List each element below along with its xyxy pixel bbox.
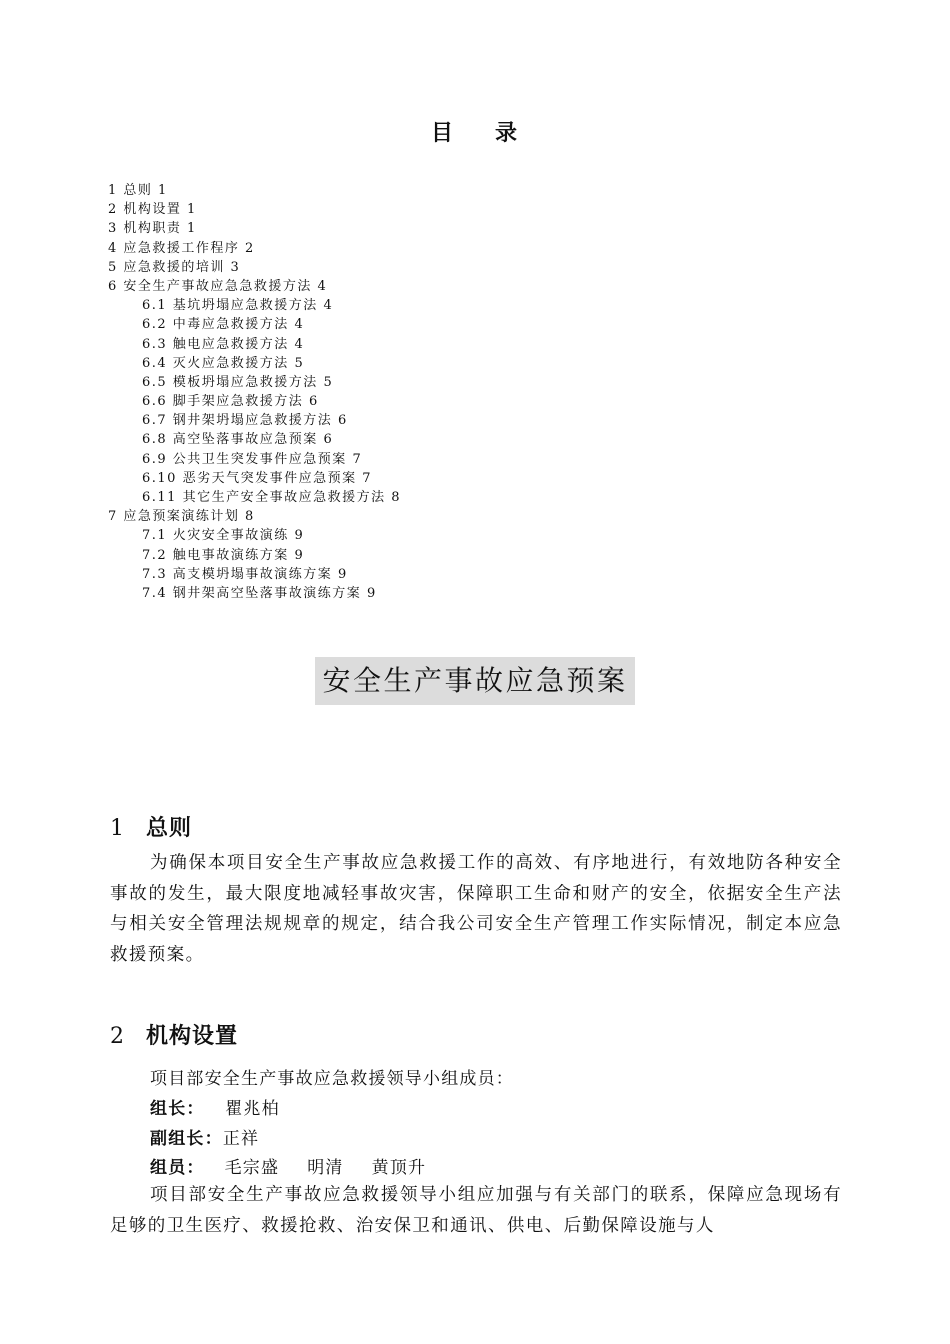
deputy-name: 正祥 <box>222 1129 260 1149</box>
leader-label: 组长： <box>150 1099 205 1119</box>
leader-row <box>150 1094 280 1119</box>
member-name: 黄顶升 <box>371 1158 427 1178</box>
section-2-body: 项目部安全生产事故应急救援领导小组应加强与有关部门的联系，保障应急现场有足够的卫生医疗、救援抢救、治安保卫和通讯、供电、后勤保障设施与人 <box>110 1185 842 1236</box>
toc-entry: 1 总则 1 <box>108 183 168 198</box>
deputy-row <box>150 1124 259 1149</box>
toc-heading-char-1: 目 <box>430 120 455 146</box>
toc-entry: 7.3 高支模坍塌事故演练方案 9 <box>142 566 348 582</box>
toc-entry: 4 应急救援工作程序 2 <box>108 240 255 256</box>
toc-entry: 7.1 火灾安全事故演练 9 <box>142 528 305 544</box>
members-row <box>150 1153 454 1178</box>
leader-name: 瞿兆柏 <box>225 1099 280 1119</box>
toc-entry: 6.11 其它生产安全事故应急救援方法 8 <box>142 490 401 505</box>
toc-heading <box>0 116 950 147</box>
toc-entry: 6.2 中毒应急救援方法 4 <box>142 317 305 333</box>
toc-heading-char-2: 录 <box>495 120 520 146</box>
member-name: 毛宗盛 <box>224 1158 280 1178</box>
toc-entry: 6.9 公共卫生突发事件应急预案 7 <box>142 451 363 467</box>
section-1-number: 1 <box>110 816 125 841</box>
toc-entry: 7.2 触电事故演练方案 9 <box>142 547 305 563</box>
deputy-label: 副组长： <box>150 1129 223 1149</box>
table-of-contents <box>108 181 808 603</box>
section-2-title: 机构设置 <box>146 1024 239 1049</box>
toc-entry: 6.6 脚手架应急救援方法 6 <box>142 394 319 410</box>
section-1-body: 为确保本项目安全生产事故应急救援工作的高效、有序地进行，有效地防各种安全事故的发生，最大限度地减轻事故灾害，保障职工生命和财产的安全，依据安全生产法与相关安全管理法规规章的规定，结合我公司安全生产管理工作实际情况，制定本应急救援预案。 <box>110 853 842 965</box>
toc-entry: 3 机构职责 1 <box>108 221 197 237</box>
toc-entry: 6.10 恶劣天气突发事件应急预案 7 <box>142 470 372 486</box>
toc-entry: 6.8 高空坠落事故应急预案 6 <box>142 432 334 448</box>
toc-entry: 2 机构设置 1 <box>108 202 197 218</box>
toc-entry: 7 应急预案演练计划 8 <box>108 509 255 525</box>
toc-entry: 6.5 模板坍塌应急救援方法 5 <box>142 374 334 390</box>
section-2-intro: 项目部安全生产事故应急救援领导小组成员： <box>150 1069 514 1089</box>
section-1-title: 总则 <box>146 816 193 841</box>
toc-entry: 7.4 钢井架高空坠落事故演练方案 9 <box>142 585 377 601</box>
members-label: 组员： <box>150 1158 205 1178</box>
section-2-number: 2 <box>110 1024 125 1049</box>
toc-entry: 6 安全生产事故应急急救援方法 4 <box>108 278 328 294</box>
toc-entry: 6.7 钢井架坍塌应急救援方法 6 <box>142 413 348 429</box>
document-title: 安全生产事故应急预案 <box>315 657 635 705</box>
toc-entry: 6.1 基坑坍塌应急救援方法 4 <box>142 298 334 314</box>
section-2-heading <box>110 1019 238 1050</box>
toc-entry: 6.4 灭火应急救援方法 5 <box>142 355 305 371</box>
member-name: 明清 <box>307 1158 344 1178</box>
toc-entry: 5 应急救援的培训 3 <box>108 259 241 275</box>
toc-entry: 6.3 触电应急救援方法 4 <box>142 336 305 352</box>
section-1-heading <box>110 811 192 842</box>
